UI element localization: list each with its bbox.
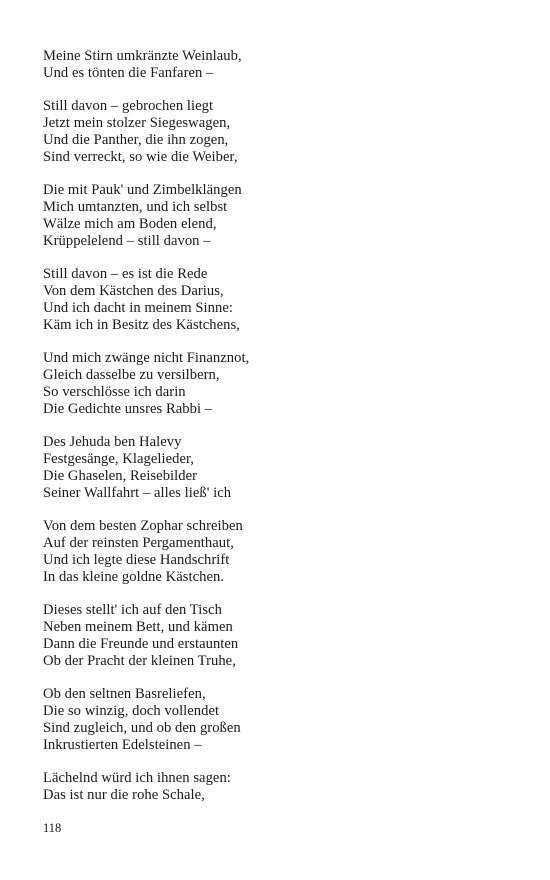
stanza bbox=[43, 518, 513, 585]
poem-line: Die so winzig, doch vollendet bbox=[43, 703, 220, 720]
poem-line: Sind zugleich, und ob den großen bbox=[43, 719, 241, 736]
poem-line: Krüppelelend – still davon – bbox=[43, 232, 211, 249]
stanza bbox=[43, 98, 513, 165]
poem-line: Wälze mich am Boden elend, bbox=[43, 215, 217, 232]
poem-line: Still davon – es ist die Rede bbox=[43, 266, 208, 283]
poem-line: Von dem Kästchen des Darius, bbox=[43, 283, 224, 300]
poem-line: Ob der Pracht der kleinen Truhe, bbox=[43, 652, 236, 669]
poem-line: Von dem besten Zophar schreiben bbox=[43, 518, 243, 535]
poem-line: Lächelnd würd ich ihnen sagen: bbox=[43, 770, 231, 787]
poem-line: Und mich zwänge nicht Finanznot, bbox=[43, 350, 250, 367]
poem-line: Die Gedichte unsres Rabbi – bbox=[43, 400, 213, 417]
poem-line: Und die Panther, die ihn zogen, bbox=[43, 131, 229, 148]
poem-line: Das ist nur die rohe Schale, bbox=[43, 787, 205, 804]
poem-line: Und es tönten die Fanfaren – bbox=[43, 64, 214, 81]
poem-line: Käm ich in Besitz des Kästchens, bbox=[43, 316, 240, 333]
stanza bbox=[43, 770, 513, 804]
poem-line: So verschlösse ich darin bbox=[43, 383, 186, 400]
poem-line: Mich umtanzten, und ich selbst bbox=[43, 199, 228, 216]
stanza bbox=[43, 266, 513, 333]
poem-line: Und ich legte diese Handschrift bbox=[43, 551, 230, 568]
poem-page bbox=[43, 48, 513, 821]
poem-line: Und ich dacht in meinem Sinne: bbox=[43, 299, 233, 316]
poem-line: Dieses stellt' ich auf den Tisch bbox=[43, 602, 222, 619]
stanza bbox=[43, 686, 513, 753]
poem-line: Die mit Pauk' und Zimbelklängen bbox=[43, 182, 242, 199]
poem-line: Auf der reinsten Pergamenthaut, bbox=[43, 535, 234, 552]
stanza bbox=[43, 350, 513, 417]
poem-body bbox=[43, 48, 513, 804]
poem-line: Neben meinem Bett, und kämen bbox=[43, 619, 233, 636]
poem-line: Jetzt mein stolzer Siegeswagen, bbox=[43, 115, 231, 132]
stanza bbox=[43, 602, 513, 669]
poem-line: Dann die Freunde und erstaunten bbox=[43, 635, 239, 652]
poem-line: Inkrustierten Edelsteinen – bbox=[43, 736, 202, 753]
poem-line: Sind verreckt, so wie die Weiber, bbox=[43, 148, 238, 165]
poem-line: Still davon – gebrochen liegt bbox=[43, 98, 214, 115]
page-number: 118 bbox=[43, 821, 62, 835]
poem-line: Meine Stirn umkränzte Weinlaub, bbox=[43, 48, 242, 64]
poem-line: Die Ghaselen, Reisebilder bbox=[43, 467, 198, 484]
stanza bbox=[43, 48, 513, 82]
poem-line: Ob den seltnen Basreliefen, bbox=[43, 686, 206, 703]
poem-line: Seiner Wallfahrt – alles ließ' ich bbox=[43, 484, 232, 501]
poem-line: Des Jehuda ben Halevy bbox=[43, 434, 182, 451]
stanza bbox=[43, 182, 513, 249]
poem-line: In das kleine goldne Kästchen. bbox=[43, 568, 225, 585]
poem-line: Gleich dasselbe zu versilbern, bbox=[43, 367, 220, 384]
stanza bbox=[43, 434, 513, 501]
poem-line: Festgesänge, Klagelieder, bbox=[43, 451, 195, 468]
